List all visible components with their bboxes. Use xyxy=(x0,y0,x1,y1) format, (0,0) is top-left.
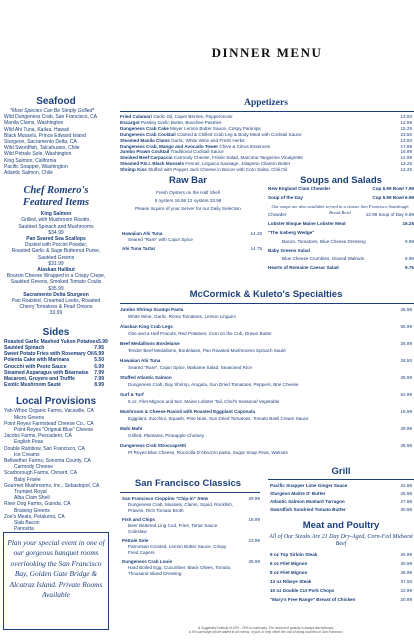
local-list xyxy=(0,408,112,532)
specialty-item-name: Stuffed Atlantic Salmon xyxy=(120,375,172,380)
soup-line-desc: Soup of the Day xyxy=(268,194,303,200)
specialty-item-name: Mushroom & Cheese Ravioli with Roasted Eggplant Caponata xyxy=(120,409,256,414)
rawbar-counts xyxy=(118,198,258,204)
appetizer-item-name: Dungeness Crab Cocktail xyxy=(120,131,176,137)
specialty-item-name: Jumbo Shrimp Scampi Pasta xyxy=(120,307,184,312)
side-item-name: Polenta Cake with Marinara xyxy=(4,357,70,364)
meat-item-price: 36.99 xyxy=(400,570,412,575)
rawbar-note-desc: Please Inquire of your Server for our Daily Selection xyxy=(135,206,241,211)
local-line: Slab Bacon xyxy=(14,519,40,526)
soup-line xyxy=(268,221,414,227)
grill-item xyxy=(270,483,412,489)
soup-line xyxy=(268,212,414,218)
rawbar-sub xyxy=(118,190,258,196)
specialty-item xyxy=(120,307,412,313)
side-item-name: Macaroni, Gruyere and Truffle xyxy=(4,375,75,382)
appetizer-item-name: Smoked Beef Carpaccio xyxy=(120,155,173,161)
grill-heading: Grill xyxy=(331,466,351,477)
divider xyxy=(268,479,414,480)
specialty-item-desc-desc: Eggplant, Zucchini, Squash, Pine Nuts, Sun Dried Tomatoes, Tomato Basil Cream Sauce xyxy=(128,416,309,421)
side-item-name: Exotic Mushroom Sauté xyxy=(4,382,61,389)
seafood-item: Sturgeon, Sacramento Delta, CA xyxy=(4,139,77,146)
local-line: Zoe's Meats, Petaluma, CA xyxy=(4,513,65,520)
featured-item-desc: Pan Roasted, Creamed Leeks, Roasted xyxy=(11,298,101,305)
rawbar-item-desc-desc: Seared "Rare" with Cajun Spice xyxy=(128,237,193,242)
specialty-item-price: 25.99 xyxy=(400,341,412,346)
specialty-item xyxy=(120,358,412,364)
specialty-item-desc xyxy=(128,416,398,422)
specialty-item-price: 28.99 xyxy=(400,443,412,448)
left-column xyxy=(0,96,112,532)
side-item xyxy=(0,382,104,388)
rawbar-heading: Raw Bar xyxy=(168,175,207,186)
specialty-item-desc-desc: 6 oz. Filet Mignon and 5oz. Maine Lobster Tail, Chef's Seasonal Vegetable xyxy=(128,399,280,404)
meat-item-price: 25.99 xyxy=(400,552,412,557)
featured-item-desc: Cherry Tomatoes & Pearl Onions xyxy=(19,304,93,311)
appetizer-item-name: Shrimp Kiss xyxy=(120,167,147,173)
meat-item-name: 6 oz Filet Mignon xyxy=(270,561,308,566)
soup-line-price: 9.75 xyxy=(405,265,414,271)
appetizer-item-name: Dungeness Crab Cake xyxy=(120,125,169,131)
soup-line-price: 9.99 xyxy=(405,238,414,244)
grill-item-price: 25.99 xyxy=(400,491,412,496)
appetizer-item-desc: Chive & Citrus Essences xyxy=(218,143,270,149)
specialty-item xyxy=(120,375,412,381)
specialty-item-name: Surf & Turf xyxy=(120,392,144,397)
page-title: DINNER MENU xyxy=(211,45,323,60)
classic-item-name: San Francisco Cioppino "Chip-in" Stew xyxy=(122,496,209,501)
side-item-name: Sweet Potato Fries with Rosemary Oil xyxy=(4,351,94,358)
local-line: Baby Frisée xyxy=(14,476,41,483)
specialty-item-desc-desc: Dungeness Crab, Bay Shrimp, Arugula, Sun Dried Tomatoes, Peppers, Brie Cheese xyxy=(128,382,299,387)
local-line: River Dog Farms, Guinda, CA xyxy=(4,501,71,508)
meat-item-name: 13 oz Ribeye Steak xyxy=(270,579,312,584)
side-item-name: Gnocchi with Pesto Sauce xyxy=(4,363,67,370)
soup-line-price: 12.99 Soup of Day 9.99 xyxy=(365,212,414,218)
local-line: Trumpet Royal xyxy=(14,488,47,495)
appetizer-item xyxy=(120,167,412,173)
soup-line xyxy=(268,195,414,201)
rawbar-note xyxy=(118,206,258,212)
meat-item xyxy=(270,579,412,585)
grill-item-name: Atlantic Salmon Mustard Tarragon xyxy=(270,499,345,504)
seafood-item: Wild Ahi Tuna, Kailua, Hawaii xyxy=(4,126,70,133)
appetizer-item-name: Jumbo Prawn Cocktail xyxy=(120,149,170,155)
featured-item-name: King Salmon xyxy=(40,211,72,218)
specialty-item-price: 28.99 xyxy=(400,375,412,380)
appetizers-heading: Appetizers xyxy=(244,98,288,108)
sides-heading: Sides xyxy=(42,326,70,338)
appetizer-item-price: 13.50 xyxy=(400,137,412,143)
specialty-item xyxy=(120,409,412,415)
specialty-item-desc xyxy=(128,365,398,371)
soup-line-price: Cup 5.99 Bowl 6.99 xyxy=(372,194,414,200)
specialty-item-desc-desc: White Wine, Garlic, Roma Tomatoes, Lemon Linguini xyxy=(128,314,236,319)
soup-line xyxy=(268,239,414,245)
rawbar-item-price: 14.25 xyxy=(250,231,262,236)
featured-item-desc: Sautéed Greens, Smoked Tomato Coulis xyxy=(10,279,102,286)
classic-item-desc-desc: Dungeness Crab, Mussels, Clams, Squid, Rockfish, Prawns, Rich Tomato Broth xyxy=(128,502,234,513)
soup-line-desc: Lobster Bisque Maine Lobster Meat xyxy=(268,221,346,227)
local-line: Pancetta xyxy=(14,526,34,533)
seafood-item: Manila Clams, Washington xyxy=(4,120,64,127)
classic-item-desc xyxy=(128,502,236,514)
featured-item-price: $34.99 xyxy=(48,229,64,236)
specialty-item xyxy=(120,324,412,330)
specialty-item-name: Hawaiian Ahi Tuna xyxy=(120,358,161,363)
specialty-item-price: 55.99 xyxy=(400,324,412,329)
seafood-item: King Salmon, California xyxy=(4,157,57,164)
specialty-item-price: 52.99 xyxy=(400,392,412,397)
soup-line-desc: Blue Cheese Crumbles, Glazed Walnuts xyxy=(282,256,365,262)
appetizer-item-price: 16.99 xyxy=(400,149,412,155)
soup-line-price: 16.25 xyxy=(402,221,414,227)
grill-item-name: Sturgeon Maitre D' Butter xyxy=(270,491,326,496)
promo-text: Plan your special event in one of our gorgeous banquet rooms overlooking the San Francisco Bay, Golden Gate Bridge & Alcatraz Island. Private Rooms Available xyxy=(7,538,105,600)
classic-item-name: Fish and Chips xyxy=(122,517,155,522)
featured-item-price: 33.99 xyxy=(49,310,63,317)
featured-list xyxy=(0,211,112,316)
side-item-price: 8.99 xyxy=(94,382,104,389)
local-line: Alba Clam Shell xyxy=(14,495,50,502)
local-line: English Peas xyxy=(14,439,44,446)
grill-item-price: 30.99 xyxy=(400,507,412,512)
meat-sub-desc: All of Our Steaks Are 21 Day Dry-Aged, Corn-Fed Midwest Beef xyxy=(269,534,413,547)
appetizer-item-desc: Cooked & Chilled Crab Leg & Body Meat with Cocktail Sauce xyxy=(175,131,302,137)
side-item-price: 7.99 xyxy=(94,375,104,382)
featured-item-desc: Grilled, with Mushroom Risotto, xyxy=(21,217,91,224)
meat-sub xyxy=(268,534,414,548)
seafood-item: Pacific Snapper, Washington xyxy=(4,163,68,170)
local-line: Point Reyes "Original Blue" Cheese xyxy=(14,426,94,433)
local-line: Braising Greens xyxy=(14,507,50,514)
specialty-item-desc xyxy=(128,399,398,405)
rawbar-item xyxy=(122,246,262,252)
classic-item-desc xyxy=(128,523,236,535)
seafood-heading: Seafood xyxy=(36,96,76,107)
specialty-item-desc xyxy=(128,450,398,456)
soup-line-desc: New England Clam Chowder xyxy=(268,186,331,191)
meat-item-price: 22.99 xyxy=(400,588,412,593)
local-line: Jacobs Farms, Pescadero, CA xyxy=(4,433,72,440)
specialty-item-name: Dungeness Crab Stroccapretti xyxy=(120,443,187,448)
appetizer-item-desc: Garlic Oil, Caper Berries, Pepperoncini xyxy=(151,114,233,119)
local-line: Ice Creams xyxy=(14,451,40,458)
featured-item-desc: Sautéed Spinach and Mushrooms xyxy=(18,223,94,230)
appetizer-item-desc: Stuffed with Pepper Jack Cheese in Bacon with Corn Salsa, Chili Oil xyxy=(146,167,287,173)
soup-line xyxy=(268,186,414,192)
grill-item-price: 27.99 xyxy=(400,499,412,504)
appetizer-item-name: Dungeness Crab, Mango and Avocado Tower xyxy=(120,143,219,149)
side-item-name: Sautéed Spinach xyxy=(4,344,45,351)
classic-item-desc-desc: Hard Boiled Egg, Cucumber, Black Olives, Tomato, Thousand Island Dressing xyxy=(128,565,232,576)
featured-item-price: $31.99 xyxy=(48,260,64,267)
local-line: Micro Greens xyxy=(14,414,45,421)
grill-item-name: Swordfish Sundried Tomato Butter xyxy=(270,507,346,512)
appetizer-item-price: 23.50 xyxy=(400,131,412,137)
side-item-price: 6.99 xyxy=(94,363,104,370)
specialty-item-desc-desc: Seared "Rare", Cajun Spice, Wakame Salad, Seasoned Rice xyxy=(128,365,252,370)
rawbar-sub-desc: Fresh Oysters on the Half Shell xyxy=(156,190,220,195)
appetizer-item-name: Steamed Manila Clams xyxy=(120,137,170,143)
meat-item-name: "Mary's Free Range" Breast of Chicken xyxy=(270,597,356,602)
soup-line xyxy=(268,265,414,271)
meat-item xyxy=(270,552,412,558)
local-line: Carmody Cheese xyxy=(14,464,53,471)
seafood-item: Wild Dungeness Crab, San Francisco, CA xyxy=(4,114,98,121)
appetizer-item-price: 14.25 xyxy=(400,167,412,173)
specialty-item xyxy=(120,426,412,432)
soup-line-desc: Baby Greens Salad xyxy=(268,247,310,253)
featured-item-price: $35.99 xyxy=(48,285,64,292)
rawbar-item-name: Ahi Tuna Tartar xyxy=(122,246,156,251)
classic-item-desc-desc: Beer Battered Ling Cod, Fries, Tartar Sauce Coleslaw xyxy=(128,523,218,534)
seafood-item: Black Mussels, Prince Edward Island xyxy=(4,132,86,139)
specialty-item xyxy=(120,341,412,347)
meat-item-name: 9 oz Top Sirloin Steak xyxy=(270,552,318,557)
soup-line-price: 8.99 xyxy=(405,256,414,262)
appetizer-item-desc: Fennel, Linguica Sausage, Jalapeno Cilantro Butter xyxy=(184,161,291,167)
local-line: Double Rainbow, San Francisco, CA xyxy=(4,445,85,452)
specialty-item-desc xyxy=(128,331,398,337)
promo-box xyxy=(3,532,109,630)
classic-item-price: 29.99 xyxy=(248,496,260,501)
specialty-item-price: 29.99 xyxy=(400,426,412,431)
classics-heading: San Francisco Classics xyxy=(134,478,242,489)
side-item-price: 7.95 xyxy=(94,344,104,351)
meat-item-price: 37.50 xyxy=(400,579,412,584)
specialty-item-desc-desc: Grilled, Plantains, Pineapple Chutney xyxy=(128,433,205,438)
seafood-list xyxy=(0,114,112,176)
soup-line-desc: Bacon, Tomatoes, Blue Cheese Dressing xyxy=(282,238,366,244)
side-item-price: 7.99 xyxy=(94,369,104,376)
soup-line xyxy=(268,248,414,254)
soup-line-price: Cup 6.99 Bowl 7.99 xyxy=(372,186,414,191)
divider xyxy=(120,111,414,112)
featured-item-desc: Roasted Garlic & Sage Butternut Puree, xyxy=(11,248,101,255)
featured-item-name: Pan Seared Sea Scallops xyxy=(26,236,86,243)
seafood-item: Wild Petrale Sole, Washington xyxy=(4,151,72,158)
local-line: Point Reyes Farmstead Cheese Co., CA xyxy=(4,420,94,427)
soup-line-desc: "The Iceberg Wedge" xyxy=(268,230,315,235)
footer xyxy=(118,626,414,634)
appetizer-item-price: 12.99 xyxy=(400,119,412,125)
soup-line xyxy=(268,230,414,236)
grill-item xyxy=(270,499,412,505)
specialty-item-desc-desc: One and a Half Pounds, Red Potatoes, Corn on the Cob, Drawn Butter xyxy=(128,331,272,336)
specialty-item-desc xyxy=(128,382,398,388)
classic-item-price: 23.99 xyxy=(248,538,260,543)
classic-item-price: 18.99 xyxy=(248,517,260,522)
grill-item xyxy=(270,491,412,497)
side-item-name: Roasted Garlic Mashed Yukon Potatoes xyxy=(4,338,99,345)
specialty-item-desc xyxy=(128,314,398,320)
rawbar-item-name: Hawaiian Ahi Tuna xyxy=(122,231,163,236)
footer-line-2: A 5% surcharge will be added to all checks, in part, to help offset the cost of doing business in San Francisco. xyxy=(188,630,344,634)
appetizer-item-price: 12.99 xyxy=(400,155,412,161)
specialty-item-name: Beef Medallions Bordelaise xyxy=(120,341,180,346)
appetizer-item-name: Steamed P.E.I. Black Mussels xyxy=(120,161,185,167)
featured-item-desc: Boursin Cheese Wrapped in a Crispy Crepe, xyxy=(6,273,106,280)
specialty-item-price: 26.99 xyxy=(400,307,412,312)
featured-item-name: Alaskan Halibut xyxy=(37,267,75,274)
appetizer-item-name: Fried Calamari xyxy=(120,114,152,119)
divider xyxy=(120,303,414,304)
featured-heading xyxy=(0,185,112,209)
right-column xyxy=(118,0,414,640)
specialty-item-price: 18.99 xyxy=(400,409,412,414)
appetizer-item-desc: Meyer Lemon Butter Sauce, Crispy Parsnips xyxy=(168,125,261,131)
appetizer-item-desc: Parsley Garlic Butter, Bouchee Pastries xyxy=(139,119,222,125)
soup-line xyxy=(268,256,414,262)
meat-item-name: 10 oz Double Cut Pork Chops xyxy=(270,588,335,593)
featured-heading-text: Chef Romero's Featured Items xyxy=(22,185,90,209)
seafood-item: Atlantic Salmon, Chile xyxy=(4,170,53,177)
classic-item-name: Dungeness Crab Louie xyxy=(122,559,173,564)
meat-item xyxy=(270,570,412,576)
local-line: Gourmet Mushrooms, Inc., Sebastopol, CA xyxy=(4,482,100,489)
rawbar-item-desc xyxy=(128,237,262,243)
footer-line-1: A Suggested Gratuity of 20% - 25% is customary. The amount of gratuity is always discretionary. xyxy=(198,626,334,630)
side-item-price: 5.50 xyxy=(94,357,104,364)
featured-item-name: Sacramento Delta Sturgeon xyxy=(23,291,89,298)
classic-item-desc-desc: Parmesan Crusted, Lemon Butter Sauce, Crispy Fried Capers xyxy=(128,544,227,555)
appetizer-item-price: 13.50 xyxy=(400,114,412,119)
local-line: Scarborough Farms, Oxnard, CA xyxy=(4,470,78,477)
specialty-item-desc-desc: Tender Beef Medallions, Bordelaise, Pan Roasted Mushrooms Spinach Sauté xyxy=(128,348,286,353)
rawbar-counts-desc: 6 oysters 16.99 12 oysters 33.98 xyxy=(154,198,222,203)
specialty-item xyxy=(120,392,412,398)
specialty-item-desc xyxy=(128,348,398,354)
soup-line-desc: Hearts of Romaine Caesar Salad xyxy=(268,265,339,271)
local-line: Yah-Whoo Organic Farms, Vacaville, CA xyxy=(4,408,94,415)
meat-item-name: 8 oz Filet Mignon xyxy=(270,570,308,575)
classic-item-desc xyxy=(128,565,236,577)
appetizer-item-desc: Carmody Cheese, Frisée Salad, Marcona Tangerine Vinaigrette xyxy=(172,155,303,161)
meat-item xyxy=(270,561,412,567)
appetizer-item-name: Escargot xyxy=(120,119,140,125)
meat-heading: Meat and Poultry xyxy=(302,520,380,531)
appetizer-item-desc: Garlic, White Wine and Fresh Herbs xyxy=(169,137,245,143)
specialty-item-name: Mahi Mahi xyxy=(120,426,143,431)
meat-item-price: 20.99 xyxy=(400,597,412,602)
specialty-item xyxy=(120,443,412,449)
sides-list xyxy=(0,339,112,389)
specialty-item-desc-desc: Pt Reyes Blue Cheese, Rucciolla D'Abruzzo pasta, Sugar Snap Peas, Walnuts xyxy=(128,450,288,455)
appetizer-item-price: 13.25 xyxy=(400,161,412,167)
specialty-item-desc xyxy=(128,433,398,439)
divider xyxy=(120,492,260,493)
meat-item xyxy=(270,588,412,594)
seafood-item: Wild Swordfish, Talcahuano, Chile xyxy=(4,145,80,152)
side-item-price: 6.99 xyxy=(94,351,104,358)
featured-item-desc: Sautéed Greens xyxy=(37,254,75,261)
specialty-item-price: 28.50 xyxy=(400,358,412,363)
appetizer-item-price: 15.25 xyxy=(400,125,412,131)
soup-line-desc: Chowder xyxy=(268,212,287,218)
local-line: Bellwether Farms, Sonoma County, CA xyxy=(4,457,91,464)
soup-line-desc: Our soups are also available served in a classic San Francisco Sourdough Bread Bowl xyxy=(271,203,409,215)
classic-item-desc xyxy=(128,544,236,556)
featured-item-desc: Dusted with Porcini Powder, xyxy=(24,242,88,249)
soups-heading: Soups and Salads xyxy=(300,175,382,186)
grill-item xyxy=(270,507,412,513)
classic-item-name: Petrale Sole xyxy=(122,538,149,543)
appetizer-item-desc: Traditional Cocktail Sauce xyxy=(169,149,224,155)
meat-item xyxy=(270,597,412,603)
side-item-name: Steamed Asparagus with Béarnaise xyxy=(4,369,89,376)
rawbar-item-price: 14.75 xyxy=(250,246,262,251)
specialties-heading: McCormick & Kuleto's Specialties xyxy=(189,289,343,300)
grill-item-price: 22.99 xyxy=(400,483,412,488)
local-heading: Local Provisions xyxy=(15,396,97,408)
specialty-item-name: Alaskan King Crab Legs xyxy=(120,324,173,329)
grill-item-name: Pacific Snapper Lime Ginger Sauce xyxy=(270,483,348,488)
classic-item-price: 28.99 xyxy=(248,559,260,564)
meat-item-price: 30.99 xyxy=(400,561,412,566)
side-item-price: 5.99 xyxy=(98,338,108,345)
seafood-note: *Most Species Can Be Simply Grilled* xyxy=(10,108,95,114)
appetizer-item-price: 17.99 xyxy=(400,143,412,149)
